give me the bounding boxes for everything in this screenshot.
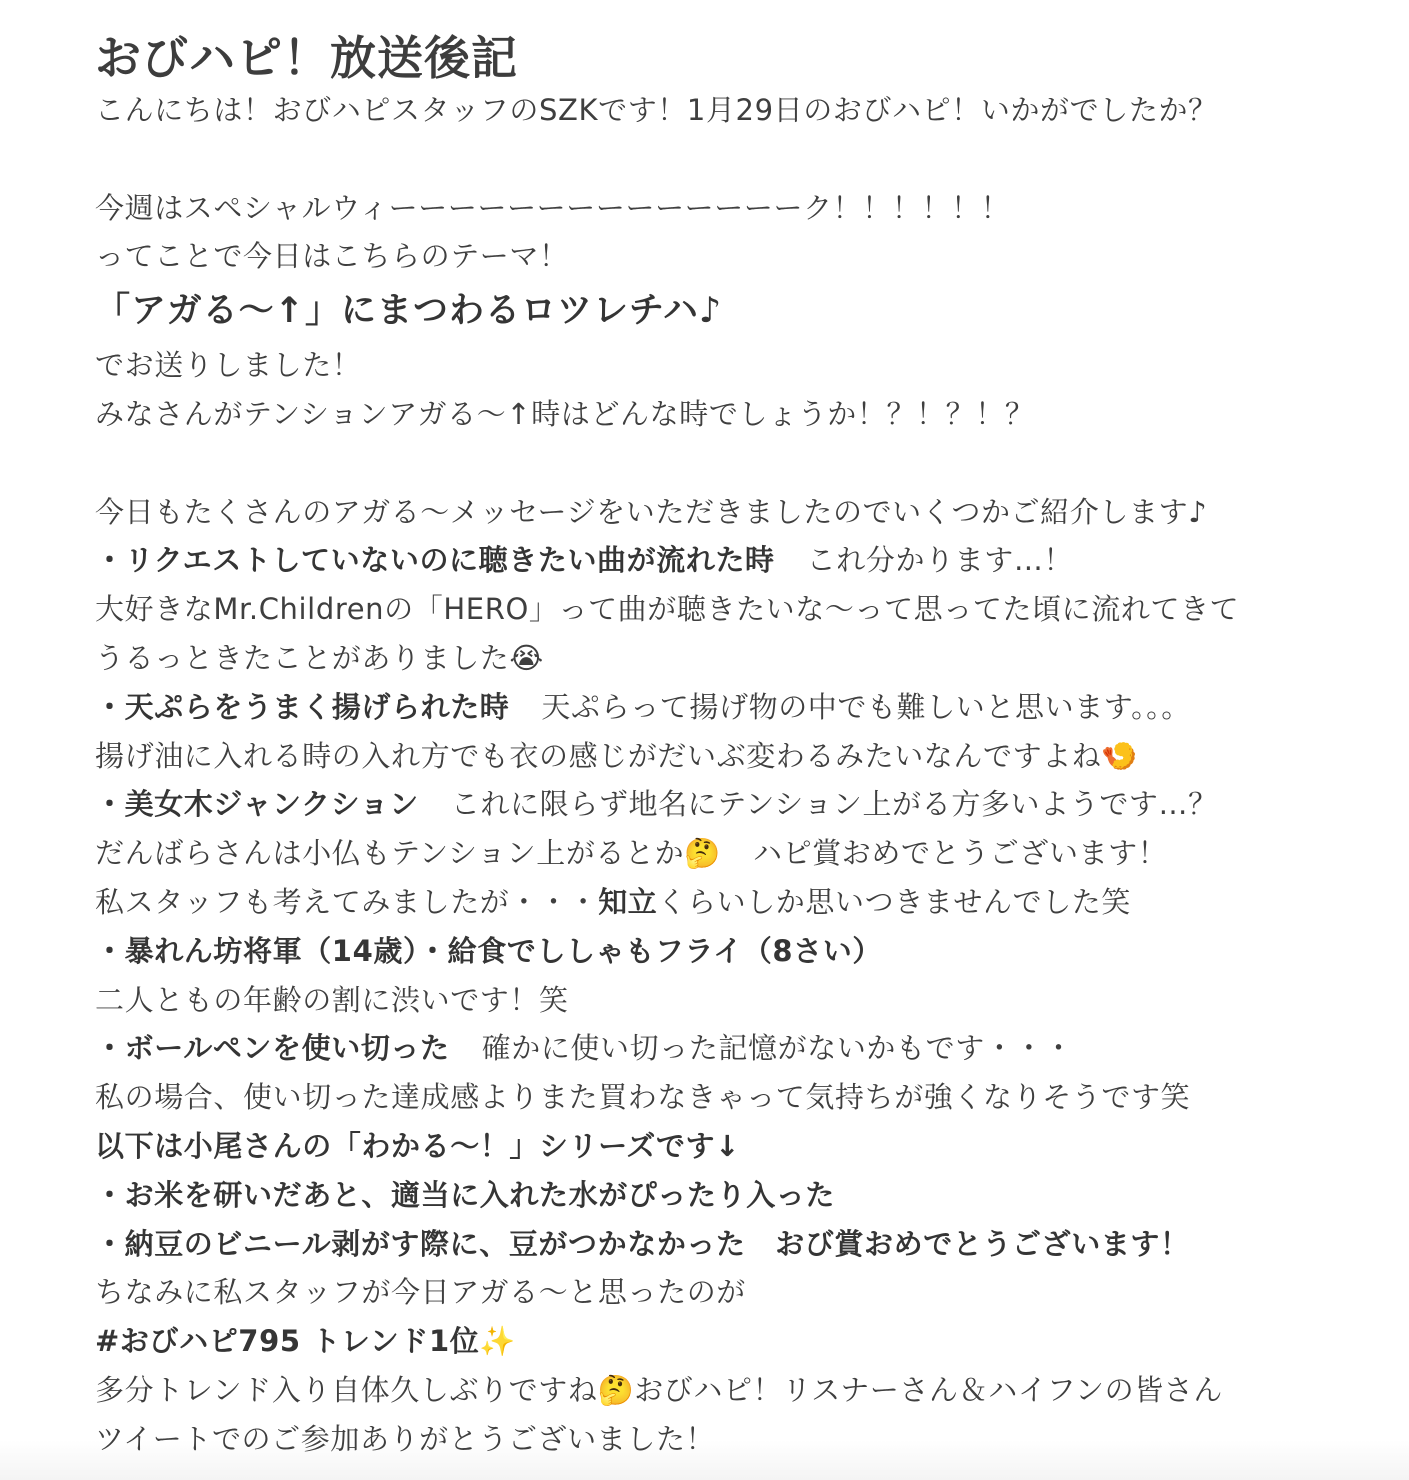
message-item-ballpen (95, 1024, 1365, 1073)
post-body (95, 86, 1365, 1464)
crying-face-icon: 😭 (509, 640, 544, 675)
theme-heading: 「アガる〜↑」にまつわるロツレチハ♪ (95, 291, 723, 332)
staff-note-line: ちなみに私スタッフが今日アガる〜と思ったのが (95, 1275, 746, 1310)
comment-text: 多分トレンド入り自体久しぶりですね (95, 1372, 598, 1407)
comment-line (95, 829, 1365, 878)
intro-messages-line: 今日もたくさんのアガる〜メッセージをいただきましたのでいくつかご紹介します♪ (95, 494, 1208, 529)
comment-text: 揚げ油に入れる時の入れ方でも衣の感じがだいぶ変わるみたいなんですよね (95, 738, 1102, 773)
message-item-natto: ・納豆のビニール剥がす際に、豆がつかなかった おび賞おめでとうございます！ (95, 1226, 1190, 1261)
question-line: みなさんがテンションアガる〜↑時はどんな時でしょうか！？！？！？ (95, 396, 1035, 431)
comment-text: おびハピ！リスナーさん＆ハイフンの皆さん (634, 1372, 1224, 1407)
post-title: おびハピ！放送後記 (95, 31, 518, 85)
special-week-line: 今週はスペシャルウィーーーーーーーーーーーーーーク！！！！！！ (95, 190, 1011, 225)
comment-line: 大好きなMr.Childrenの「HERO」って曲が聴きたいな〜って思ってた頃に流れてきて (95, 592, 1240, 627)
comment-line: 二人ともの年齢の割に渋いです！笑 (95, 982, 569, 1017)
message-item-shogun: ・暴れん坊将軍（14歳）・給食でししゃもフライ（8さい） (95, 933, 882, 968)
message-comment: 確かに使い切った記憶がないかもです・・・ (481, 1031, 1074, 1066)
message-item-rice: ・お米を研いだあと、適当に入れた水がぴったり入った (95, 1177, 836, 1212)
blank-line (95, 135, 1365, 184)
message-item-tempura (95, 683, 1365, 732)
comment-text: 私スタッフも考えてみましたが・・・ (95, 884, 599, 919)
thinking-face-icon: 🤔 (597, 1372, 635, 1407)
series-heading: 以下は小尾さんの「わかる〜！」シリーズです↓ (95, 1128, 741, 1163)
closing-line: ツイートでのご参加ありがとうございました！ (95, 1421, 716, 1456)
comment-text: ハピ賞おめでとうございます！ (752, 836, 1168, 871)
greeting-line: こんにちは！おびハピスタッフのSZKです！1月29日のおびハピ！いかがでしたか？ (95, 93, 1218, 127)
message-comment: これに限らず地名にテンション上がる方多いようです…？ (450, 787, 1218, 822)
comment-line: 私の場合、使い切った達成感よりまた買わなきゃって気持ちが強くなりそうです笑 (95, 1080, 1191, 1115)
place-name: 知立 (598, 884, 658, 919)
message-item-junction (95, 780, 1365, 829)
thinking-face-icon: 🤔 (684, 836, 721, 871)
message-title: ・リクエストしていないのに聴きたい曲が流れた時 (95, 543, 775, 578)
theme-intro-line: ってことで今日はこちらのテーマ！ (95, 239, 569, 274)
trend-hashtag: #おびハピ795 トレンド1位 (95, 1324, 480, 1359)
sparkles-icon: ✨ (479, 1324, 517, 1359)
comment-line (95, 732, 1365, 781)
comment-line (95, 634, 1365, 683)
fried-shrimp-icon: 🍤 (1101, 738, 1139, 773)
message-title: ・天ぷらをうまく揚げられた時 (95, 689, 510, 724)
thanks-line (95, 1366, 1365, 1415)
comment-text: うるっときたことがありました (95, 640, 510, 675)
message-title: ・美女木ジャンクション (95, 787, 419, 822)
message-comment: これ分かります…！ (806, 543, 1074, 578)
message-title: ・ボールペンを使い切った (95, 1031, 450, 1066)
blank-line (95, 439, 1365, 488)
trend-line (95, 1317, 1365, 1366)
message-item-request (95, 536, 1365, 585)
sent-line: でお送りしました！ (95, 348, 362, 383)
comment-line (95, 878, 1365, 927)
comment-text: だんばらさんは小仏もテンション上がるとか (95, 836, 685, 871)
message-comment: 天ぷらって揚げ物の中でも難しいと思います。。。 (541, 689, 1191, 724)
comment-text: くらいしか思いつきませんでした笑 (657, 884, 1132, 919)
